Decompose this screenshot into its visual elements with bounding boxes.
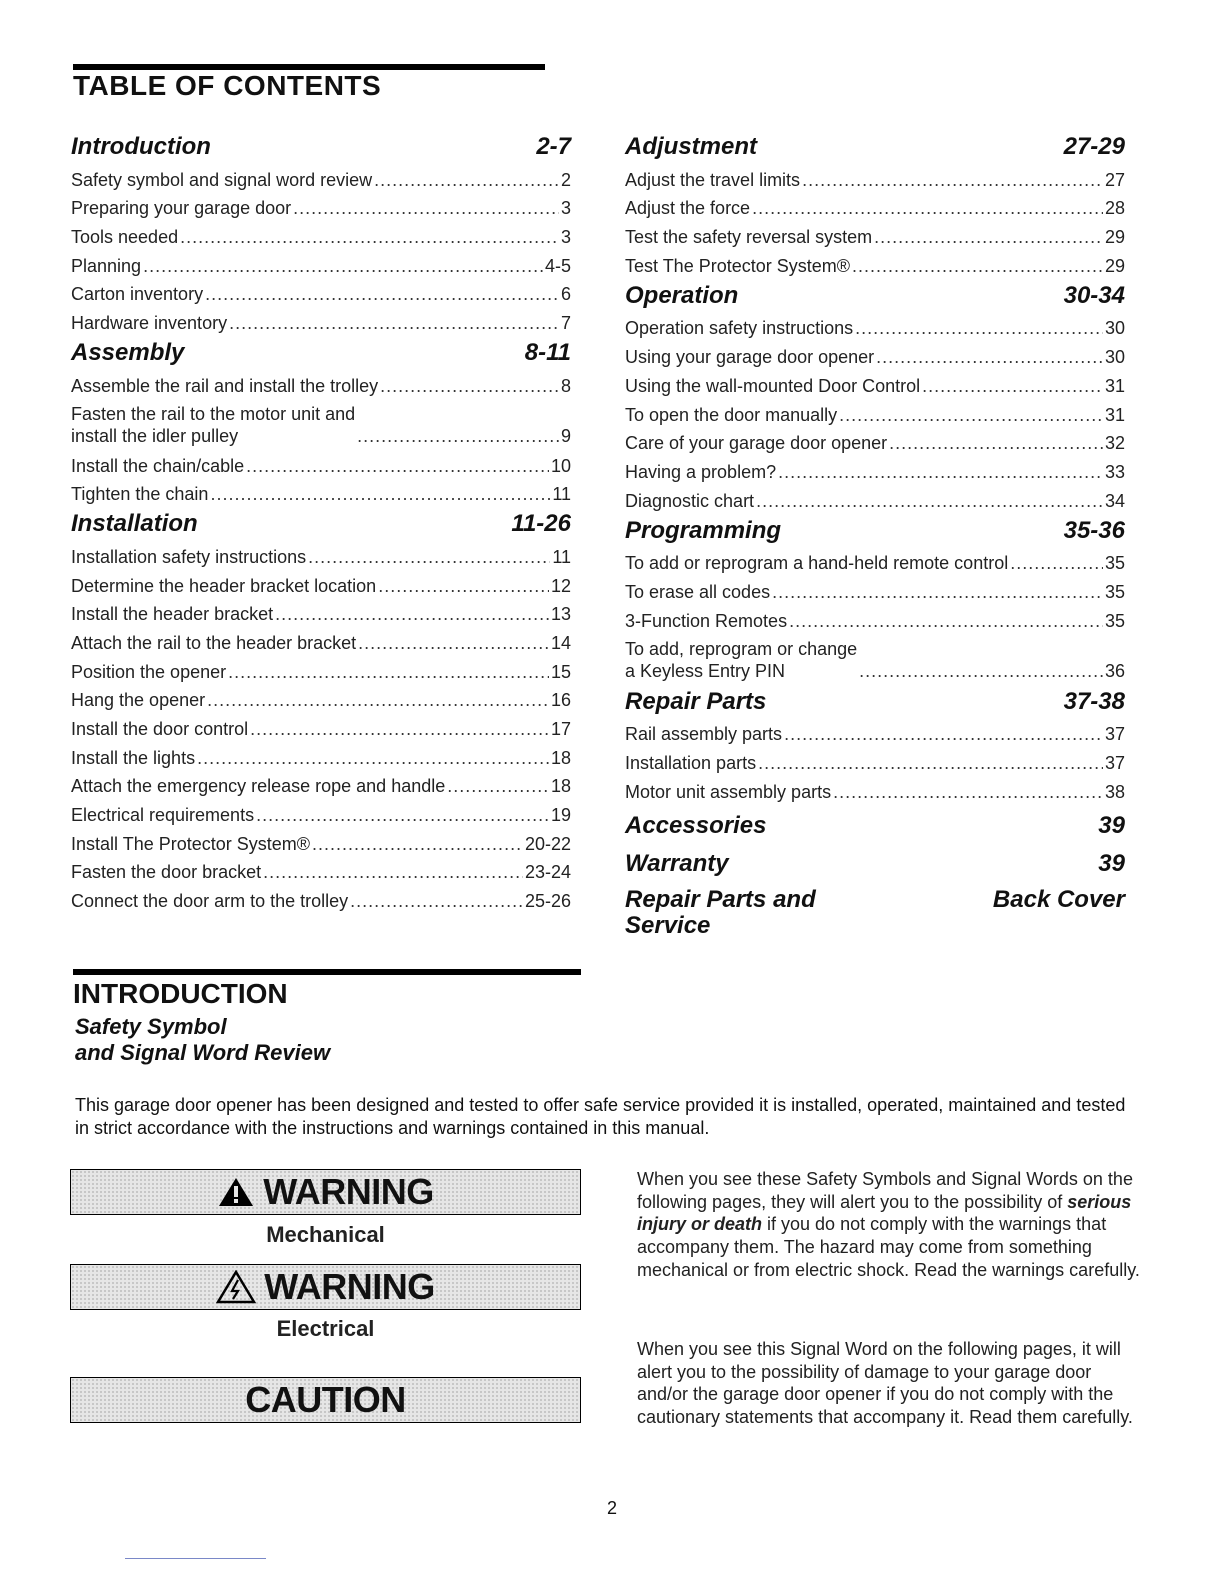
entry-page: 25-26 xyxy=(524,891,571,912)
section-pages: Back Cover xyxy=(992,885,1125,913)
entry-text: Using the wall-mounted Door Control xyxy=(625,375,921,396)
toc-section-heading xyxy=(625,281,1125,311)
leader-dots xyxy=(207,689,549,711)
toc-entry[interactable] xyxy=(625,483,1125,512)
toc-title: TABLE OF CONTENTS xyxy=(73,70,382,101)
entry-page: 18 xyxy=(550,747,571,768)
section-title: Warranty xyxy=(625,849,729,877)
entry-text: Electrical requirements xyxy=(71,805,255,826)
signal-word-warning: WARNING xyxy=(264,1266,435,1307)
leader-dots xyxy=(256,804,549,826)
leader-dots xyxy=(197,747,549,769)
entry-page: 11 xyxy=(552,546,571,567)
toc-right-column xyxy=(625,128,1125,939)
entry-page: 33 xyxy=(1104,461,1125,482)
toc-entry[interactable] xyxy=(71,368,571,397)
toc-entry[interactable] xyxy=(71,597,571,626)
entry-text: Install the chain/cable xyxy=(71,455,245,476)
entry-page: 27 xyxy=(1104,169,1125,190)
serious-injury-emphasis: serious injury or death xyxy=(637,1191,1132,1235)
entry-page: 32 xyxy=(1104,433,1125,454)
entry-text: Position the opener xyxy=(71,661,227,682)
toc-section-heading xyxy=(71,509,571,539)
toc-entry[interactable] xyxy=(625,632,1125,683)
signal-word-caution: CAUTION xyxy=(245,1379,406,1420)
leader-dots xyxy=(205,283,559,305)
toc-entry[interactable] xyxy=(71,625,571,654)
entry-page: 12 xyxy=(550,575,571,596)
toc-entry[interactable] xyxy=(71,883,571,912)
leader-dots xyxy=(778,461,1103,483)
leader-dots xyxy=(852,255,1103,277)
entry-page: 17 xyxy=(550,719,571,739)
section-title: Assembly xyxy=(71,339,185,367)
section-title: Programming xyxy=(625,516,782,544)
toc-entry[interactable] xyxy=(71,277,571,306)
leader-dots xyxy=(246,455,549,477)
toc-section-heading xyxy=(625,849,1125,879)
toc-entry[interactable] xyxy=(71,797,571,826)
leader-dots xyxy=(358,632,549,654)
entry-text: Determine the header bracket location xyxy=(71,575,377,596)
entry-text: Test the safety reversal system xyxy=(625,227,873,248)
safety-symbol-explanation: When you see these Safety Symbols and Signal Words on the following pages, they will alert you to the possibility of serious injury or death if you do not comply with the warnings that accompany them. The hazard may come from something mechanical or from electric shock. Read the warnings carefully. xyxy=(637,1169,1140,1280)
entry-text: 3-Function Remotes xyxy=(625,610,788,631)
leader-dots xyxy=(1010,552,1103,574)
toc-entry[interactable] xyxy=(71,477,571,506)
entry-page: 29 xyxy=(1104,255,1125,276)
leader-dots xyxy=(922,375,1103,397)
entry-page: 4-5 xyxy=(544,255,571,276)
intro-top-rule xyxy=(73,969,581,975)
entry-page: 3 xyxy=(560,227,571,248)
toc-entry[interactable] xyxy=(625,162,1125,191)
caution-box xyxy=(70,1377,581,1423)
entry-text: Assemble the rail and install the trolley xyxy=(71,375,379,396)
leader-dots xyxy=(378,575,549,597)
entry-page: 37 xyxy=(1104,753,1125,773)
section-title: Repair Parts xyxy=(625,687,767,715)
entry-text: Having a problem? xyxy=(625,461,777,482)
entry-text: Adjust the travel limits xyxy=(625,169,801,190)
section-pages: 30-34 xyxy=(1063,281,1125,309)
toc-section-heading xyxy=(625,811,1125,841)
toc-section-heading xyxy=(71,132,571,162)
toc-section-heading xyxy=(625,132,1125,162)
toc-entry[interactable] xyxy=(625,454,1125,483)
entry-text: Tools needed xyxy=(71,227,179,248)
entry-text: Care of your garage door opener xyxy=(625,433,888,454)
entry-text: Installation parts xyxy=(625,753,757,773)
leader-dots xyxy=(229,312,559,334)
toc-entry[interactable] xyxy=(71,397,571,448)
entry-text: Attach the rail to the header bracket xyxy=(71,632,357,653)
entry-text: To erase all codes xyxy=(625,581,771,602)
section-title: Operation xyxy=(625,281,739,309)
leader-dots xyxy=(380,375,559,397)
mechanical-label: Mechanical xyxy=(266,1222,385,1247)
section-title: Adjustment xyxy=(625,133,757,160)
section-title: Accessories xyxy=(625,811,767,839)
entry-text: Adjust the force xyxy=(625,198,751,219)
leader-dots xyxy=(293,197,559,219)
section-pages: 2-7 xyxy=(536,133,571,160)
intro-subheading: Safety Symbol and Signal Word Review xyxy=(75,1014,331,1065)
entry-page: 3 xyxy=(560,198,571,219)
entry-text: Fasten the door bracket xyxy=(71,862,262,883)
leader-dots xyxy=(210,483,550,505)
entry-page: 23-24 xyxy=(524,862,571,883)
entry-page: 16 xyxy=(550,690,571,711)
toc-entry[interactable] xyxy=(625,191,1125,220)
entry-page: 38 xyxy=(1104,781,1125,802)
leader-dots xyxy=(312,833,523,855)
toc-entry[interactable] xyxy=(625,717,1125,746)
entry-text: To add or reprogram a hand-held remote control xyxy=(625,553,1009,574)
toc-entry[interactable] xyxy=(625,426,1125,455)
leader-dots xyxy=(263,861,523,883)
toc-entry[interactable] xyxy=(625,248,1125,277)
toc-entry[interactable] xyxy=(71,855,571,884)
entry-text: Install the door control xyxy=(71,719,249,739)
entry-text: Install the lights xyxy=(71,747,196,768)
caution-explanation: When you see this Signal Word on the following pages, it will alert you to the possibility of damage to your garage door and/or the garage door opener if you do not comply with the cautionary statements that accompany it. Read them carefully. xyxy=(637,1339,1133,1428)
entry-page: 28 xyxy=(1104,198,1125,219)
entry-text: To open the door manually xyxy=(625,404,838,425)
toc-section-heading xyxy=(625,516,1125,546)
leader-dots xyxy=(250,718,549,740)
entry-page: 20-22 xyxy=(524,833,571,854)
toc-section-heading xyxy=(71,338,571,368)
toc-entry[interactable] xyxy=(625,368,1125,397)
leader-dots xyxy=(859,660,1103,682)
entry-page: 6 xyxy=(560,284,571,305)
entry-page: 10 xyxy=(550,455,571,476)
toc-entry[interactable] xyxy=(71,654,571,683)
leader-dots xyxy=(876,346,1103,368)
entry-text: Test The Protector System® xyxy=(625,255,851,276)
toc-entry[interactable] xyxy=(625,311,1125,340)
toc-entry[interactable] xyxy=(71,448,571,477)
footer-line xyxy=(125,1558,266,1559)
entry-page: 30 xyxy=(1104,318,1125,339)
toc-entry[interactable] xyxy=(625,397,1125,426)
entry-page: 11 xyxy=(552,484,571,505)
leader-dots xyxy=(889,432,1103,454)
leader-dots xyxy=(752,197,1103,219)
toc-entry[interactable] xyxy=(625,774,1125,803)
toc-entry[interactable] xyxy=(625,603,1125,632)
page-number: 2 xyxy=(606,1498,617,1518)
toc-left-column xyxy=(71,128,571,912)
entry-text: Tighten the chain xyxy=(71,484,209,505)
entry-text: Motor unit assembly parts xyxy=(625,781,832,802)
entry-page: 36 xyxy=(1104,660,1125,681)
entry-page: 35 xyxy=(1104,581,1125,602)
leader-dots xyxy=(802,169,1103,191)
toc-entry[interactable] xyxy=(71,219,571,248)
electrical-warning-icon xyxy=(216,1270,256,1304)
leader-dots xyxy=(758,752,1103,774)
toc-entry[interactable] xyxy=(71,769,571,798)
entry-text: Carton inventory xyxy=(71,284,204,305)
entry-page: 31 xyxy=(1104,404,1125,425)
toc-entry[interactable] xyxy=(625,546,1125,575)
toc-entry[interactable] xyxy=(71,740,571,769)
entry-page: 37 xyxy=(1104,724,1125,745)
toc-entry[interactable] xyxy=(625,745,1125,774)
toc-entry[interactable] xyxy=(71,539,571,568)
toc-entry[interactable] xyxy=(71,248,571,277)
toc-entry[interactable] xyxy=(71,711,571,740)
entry-text: Hang the opener xyxy=(71,690,206,711)
entry-page: 30 xyxy=(1104,347,1125,368)
entry-text: Installation safety instructions xyxy=(71,546,307,567)
leader-dots xyxy=(447,775,549,797)
entry-page: 29 xyxy=(1104,227,1125,248)
toc-entry[interactable] xyxy=(71,826,571,855)
leader-dots xyxy=(784,723,1103,745)
warning-electrical-box xyxy=(70,1264,581,1310)
section-pages: 27-29 xyxy=(1063,133,1125,160)
entry-page: 9 xyxy=(560,425,571,446)
toc-entry[interactable] xyxy=(71,305,571,334)
entry-page: 35 xyxy=(1104,553,1125,574)
entry-page: 13 xyxy=(550,604,571,625)
leader-dots xyxy=(308,546,550,568)
entry-page: 7 xyxy=(560,313,571,334)
entry-text: Safety symbol and signal word review xyxy=(71,169,373,190)
section-title: Repair Parts and Service xyxy=(625,885,816,939)
leader-dots xyxy=(228,661,549,683)
entry-page: 8 xyxy=(560,375,571,396)
signal-word-warning: WARNING xyxy=(263,1171,434,1212)
leader-dots xyxy=(374,169,559,191)
section-pages: 11-26 xyxy=(511,510,571,538)
entry-text: Using your garage door opener xyxy=(625,347,875,368)
leader-dots xyxy=(874,226,1103,248)
leader-dots xyxy=(350,890,523,912)
entry-text: Operation safety instructions xyxy=(625,318,854,339)
section-pages: 39 xyxy=(1098,849,1125,877)
toc-section-heading xyxy=(625,687,1125,717)
entry-text: Attach the emergency release rope and handle xyxy=(71,776,446,797)
entry-page: 19 xyxy=(550,805,571,826)
toc-section-heading xyxy=(625,887,1125,939)
leader-dots xyxy=(833,781,1103,803)
entry-text: Rail assembly parts xyxy=(625,724,783,745)
toc-entry[interactable] xyxy=(71,683,571,712)
leader-dots xyxy=(839,404,1103,426)
entry-page: 15 xyxy=(550,661,571,682)
section-pages: 35-36 xyxy=(1063,516,1125,544)
entry-text: To add, reprogram or change a Keyless Entry PIN xyxy=(625,638,858,681)
entry-page: 2 xyxy=(560,169,571,190)
leader-dots xyxy=(357,425,559,447)
toc-entry[interactable] xyxy=(71,191,571,220)
leader-dots xyxy=(143,255,543,277)
toc-entry[interactable] xyxy=(625,219,1125,248)
entry-text: Diagnostic chart xyxy=(625,490,755,511)
entry-text: Connect the door arm to the trolley xyxy=(71,891,349,912)
leader-dots xyxy=(180,226,559,248)
entry-text: Fasten the rail to the motor unit and install the idler pulley xyxy=(71,403,356,446)
entry-text: Preparing your garage door xyxy=(71,198,292,219)
entry-page: 34 xyxy=(1104,490,1125,511)
toc-entry[interactable] xyxy=(71,568,571,597)
leader-dots xyxy=(756,490,1103,512)
section-pages: 39 xyxy=(1098,811,1125,839)
section-pages: 37-38 xyxy=(1063,687,1125,715)
leader-dots xyxy=(275,603,549,625)
intro-heading: INTRODUCTION xyxy=(73,978,288,1009)
section-title: Introduction xyxy=(71,133,211,160)
warning-triangle-icon xyxy=(217,1176,255,1208)
entry-page: 35 xyxy=(1104,610,1125,631)
intro-paragraph: This garage door opener has been designed and tested to offer safe service provided it is installed, operated, maintained and tested in strict accordance with the instructions and warnings contained in this manual. xyxy=(75,1095,1126,1138)
entry-text: Planning xyxy=(71,255,142,276)
leader-dots xyxy=(789,610,1103,632)
warning-mechanical-box xyxy=(70,1169,581,1215)
toc-entry[interactable] xyxy=(625,574,1125,603)
leader-dots xyxy=(855,317,1103,339)
entry-text: Hardware inventory xyxy=(71,313,228,334)
section-pages: 8-11 xyxy=(524,339,571,367)
entry-text: Install the header bracket xyxy=(71,604,274,625)
entry-page: 18 xyxy=(550,776,571,797)
entry-page: 31 xyxy=(1104,375,1125,396)
leader-dots xyxy=(772,581,1103,603)
toc-entry[interactable] xyxy=(625,339,1125,368)
entry-text: Install The Protector System® xyxy=(71,833,311,854)
electrical-label: Electrical xyxy=(276,1316,375,1341)
entry-page: 14 xyxy=(550,632,571,653)
section-title: Installation xyxy=(71,510,198,538)
toc-entry[interactable] xyxy=(71,162,571,191)
